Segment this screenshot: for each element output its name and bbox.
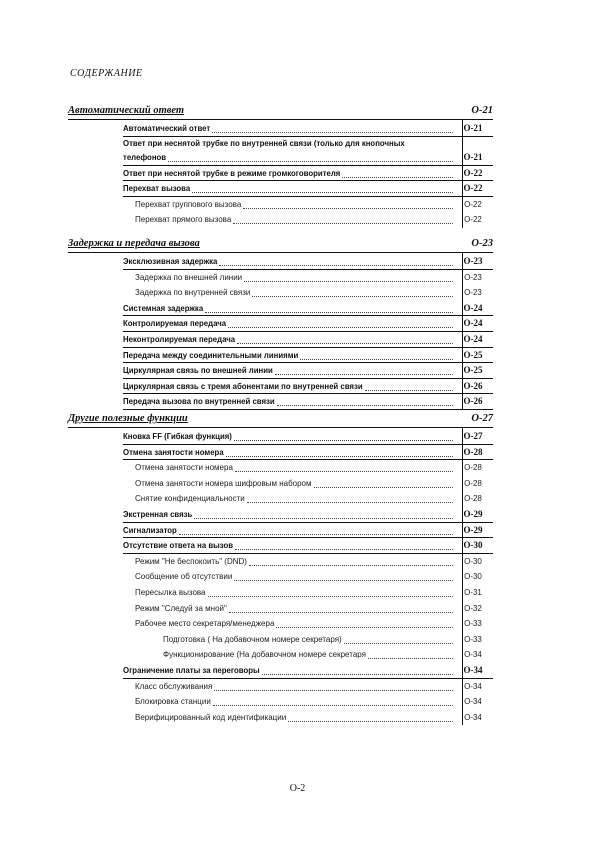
toc-entry-label: Кновка FF (Гибкая функция) bbox=[123, 432, 232, 441]
toc-entry-page: O-26 bbox=[463, 380, 483, 391]
toc-entry bbox=[135, 285, 482, 300]
toc-entry-label: Отмена занятости номера bbox=[123, 447, 224, 457]
page-column-rule bbox=[462, 427, 463, 725]
toc-entry-page: O-30 bbox=[464, 572, 482, 582]
page-number: O-2 bbox=[289, 783, 306, 794]
toc-entry bbox=[135, 491, 482, 506]
leader-dots bbox=[192, 182, 453, 193]
toc-entry-page: O-22 bbox=[464, 215, 482, 225]
toc-entry-label: Перехват прямого вызова bbox=[135, 215, 232, 225]
page-header: СОДЕРЖАНИЕ bbox=[70, 68, 143, 79]
toc-entry bbox=[123, 507, 483, 522]
leader-dots bbox=[229, 602, 453, 613]
toc-entry-label: Эксклюзивная задержка bbox=[123, 257, 218, 266]
toc-entry bbox=[123, 394, 483, 409]
section-title-text: Автоматический ответ bbox=[68, 105, 185, 116]
toc-entry-label: Системная задержка bbox=[123, 303, 204, 313]
toc-entry bbox=[123, 348, 483, 363]
toc-entry bbox=[135, 679, 482, 694]
toc-entry-page: O-31 bbox=[464, 588, 482, 597]
toc-entry-label: Пересылка вызова bbox=[135, 588, 206, 597]
toc-entry bbox=[135, 694, 482, 709]
toc-entry-page: O-23 bbox=[463, 256, 483, 266]
toc-entry bbox=[135, 601, 482, 616]
leader-dots bbox=[300, 349, 453, 360]
toc-entry bbox=[135, 270, 482, 285]
toc-entry-label: Автоматический ответ bbox=[123, 124, 211, 133]
toc-entry-page: O-29 bbox=[463, 509, 483, 519]
toc-entry-label: Отмена занятости номера шифровым набором bbox=[135, 478, 312, 488]
toc-entry bbox=[123, 523, 483, 538]
toc-entry-page: O-26 bbox=[463, 396, 483, 407]
toc-entry-label: Передача между соединительными линиями bbox=[123, 350, 299, 360]
toc-entry-page: O-30 bbox=[464, 556, 482, 566]
leader-dots bbox=[234, 430, 453, 441]
toc-entry bbox=[123, 301, 483, 316]
toc-entry bbox=[123, 332, 483, 347]
toc-entry-page: O-21 bbox=[463, 123, 483, 133]
toc-entry-page: O-34 bbox=[464, 681, 482, 691]
toc-entry-label: Режим "Следуй за мной" bbox=[135, 603, 227, 613]
section-title-text: Другие полезные функции bbox=[68, 413, 188, 424]
leader-dots bbox=[288, 711, 453, 722]
toc-entry bbox=[123, 445, 483, 460]
toc-entry bbox=[123, 663, 483, 678]
leader-dots bbox=[168, 151, 453, 162]
toc-entry-page: O-24 bbox=[463, 302, 483, 313]
toc-entry-label: Перехват группового вызова bbox=[135, 199, 242, 209]
toc-entry bbox=[135, 569, 482, 584]
toc-entry-page: O-22 bbox=[463, 167, 483, 178]
toc-entry bbox=[135, 554, 482, 569]
toc-entry-label: Рабочее место секретаря/менеджера bbox=[135, 619, 275, 629]
toc-entry-label: Контролируемая передача bbox=[123, 319, 227, 329]
section-title bbox=[68, 104, 493, 118]
toc-entry-label: Функционирование (На добавочном номере секретаря bbox=[163, 650, 366, 660]
leader-dots bbox=[342, 167, 453, 178]
toc-entry-label: Снятие конфиденциальности bbox=[135, 494, 245, 504]
entry-rule bbox=[123, 409, 493, 410]
toc-entry bbox=[123, 538, 483, 553]
toc-entry-page: O-23 bbox=[464, 272, 482, 282]
toc-entry bbox=[135, 197, 482, 212]
toc-entry-label: Задержка по внешней линии bbox=[135, 272, 243, 282]
toc-entry bbox=[135, 460, 482, 475]
toc-entry-label: Ответ при неснятой трубке в режиме громкоговорителя bbox=[123, 168, 341, 178]
toc-entry-page: O-33 bbox=[464, 634, 482, 644]
section-rule bbox=[68, 119, 493, 120]
toc-entry bbox=[135, 212, 482, 227]
leader-dots bbox=[276, 617, 453, 628]
leader-dots bbox=[179, 524, 453, 535]
toc-entry-page: O-25 bbox=[463, 349, 483, 360]
toc-entry-label: Отмена занятости номера bbox=[135, 463, 233, 473]
leader-dots bbox=[277, 395, 453, 406]
toc-entry bbox=[135, 616, 482, 631]
toc-entry-page: O-21 bbox=[463, 151, 483, 162]
toc-entry-page: O-32 bbox=[464, 603, 482, 613]
page-column-rule bbox=[462, 119, 463, 228]
leader-dots bbox=[205, 302, 453, 313]
section-rule bbox=[68, 427, 493, 428]
toc-entry-label: Экстренная связь bbox=[123, 510, 193, 519]
toc-entry-page: O-28 bbox=[463, 446, 483, 457]
leader-dots bbox=[249, 555, 453, 566]
leader-dots bbox=[262, 664, 453, 675]
toc-entry-label: Сигнализатор bbox=[123, 525, 177, 535]
toc-entry-page: O-28 bbox=[464, 463, 482, 473]
toc-entry bbox=[123, 121, 483, 136]
toc-entry-label: Передача вызова по внутренней связи bbox=[123, 397, 275, 407]
toc-entry bbox=[123, 379, 483, 394]
toc-entry-page: O-28 bbox=[464, 478, 482, 488]
leader-dots bbox=[314, 477, 454, 488]
toc-entry-page: O-22 bbox=[463, 183, 483, 194]
toc-entry-label: Подготовка ( На добавочном номере секретаря) bbox=[163, 634, 342, 644]
toc-entry-label: Режим "Не беспокоить" (DND) bbox=[135, 556, 247, 566]
toc-entry bbox=[135, 585, 482, 600]
section-title bbox=[68, 237, 493, 251]
leader-dots bbox=[235, 461, 453, 472]
leader-dots bbox=[344, 633, 453, 644]
section-title bbox=[68, 412, 493, 426]
toc-entry-page: O-28 bbox=[464, 494, 482, 504]
leader-dots bbox=[244, 271, 453, 282]
toc-entry-label: Циркулярная связь с тремя абонентами по внутренней связи bbox=[123, 381, 363, 391]
leader-dots bbox=[208, 586, 454, 597]
toc-entry bbox=[135, 710, 482, 725]
leader-dots bbox=[237, 333, 453, 344]
section-title-text: Задержка и передача вызова bbox=[68, 238, 200, 249]
toc-entry bbox=[123, 316, 483, 331]
leader-dots bbox=[194, 508, 453, 519]
toc-entry bbox=[123, 254, 483, 269]
toc-entry-label: телефонов bbox=[123, 152, 167, 162]
toc-entry-page: O-30 bbox=[463, 540, 483, 551]
toc-entry bbox=[123, 429, 483, 444]
toc-entry-label: Перехват вызова bbox=[123, 184, 191, 194]
toc-entry-label: Верифицированный код идентификации bbox=[135, 712, 287, 722]
leader-dots bbox=[212, 122, 453, 133]
page-column-rule bbox=[462, 252, 463, 410]
toc-entry-page: O-29 bbox=[463, 524, 483, 535]
toc-entry-page: O-34 bbox=[463, 665, 483, 675]
toc-entry bbox=[123, 137, 483, 165]
toc-entry-label: Сообщение об отсутствии bbox=[135, 572, 233, 582]
toc-entry-page: O-27 bbox=[463, 431, 483, 441]
leader-dots bbox=[228, 317, 453, 328]
leader-dots bbox=[214, 680, 453, 691]
leader-dots bbox=[234, 570, 453, 581]
toc-entry-label: Класс обслуживания bbox=[135, 681, 213, 691]
section-page-number: O-21 bbox=[471, 105, 493, 116]
leader-dots bbox=[252, 286, 453, 297]
toc-entry bbox=[123, 181, 483, 196]
toc-entry bbox=[135, 476, 482, 491]
toc-entry-label: Ограничение платы за переговоры bbox=[123, 666, 260, 675]
leader-dots bbox=[243, 198, 453, 209]
leader-dots bbox=[368, 648, 453, 659]
leader-dots bbox=[226, 446, 453, 457]
toc-entry-label: Ответ при неснятой трубке по внутренней связи (только для кнопочных bbox=[123, 138, 405, 148]
section-page-number: O-27 bbox=[471, 413, 493, 424]
toc-entry-label: Задержка по внутренней связи bbox=[135, 288, 251, 298]
toc-entry-page: O-33 bbox=[464, 619, 482, 629]
section-rule bbox=[68, 252, 493, 253]
toc-entry bbox=[123, 363, 483, 378]
toc-entry-page: O-24 bbox=[463, 334, 483, 344]
leader-dots bbox=[275, 364, 453, 375]
leader-dots bbox=[219, 255, 453, 266]
leader-dots bbox=[247, 492, 453, 503]
leader-dots bbox=[233, 213, 453, 224]
toc-entry-label: Блокировка станции bbox=[135, 697, 211, 707]
toc-entry bbox=[123, 166, 483, 181]
leader-dots bbox=[365, 380, 453, 391]
leader-dots bbox=[213, 695, 453, 706]
toc-entry-label: Циркулярная связь по внешней линии bbox=[123, 366, 273, 376]
toc-entry bbox=[163, 632, 482, 647]
toc-entry-label: Неконтролируемая передача bbox=[123, 335, 236, 344]
section-page-number: O-23 bbox=[471, 238, 493, 249]
leader-dots bbox=[235, 539, 453, 550]
toc-entry-row bbox=[123, 151, 455, 165]
toc-entry-page: O-22 bbox=[464, 199, 482, 209]
toc-entry bbox=[163, 647, 482, 662]
toc-entry-page: O-34 bbox=[464, 712, 482, 722]
toc-entry-page: O-23 bbox=[464, 288, 482, 298]
toc-entry-label: Отсутствие ответа на вызов bbox=[123, 541, 234, 551]
toc-entry-page: O-34 bbox=[464, 697, 482, 707]
toc-entry-page: O-25 bbox=[463, 365, 483, 376]
toc-entry-page: O-34 bbox=[464, 650, 482, 660]
toc-entry-page: O-24 bbox=[463, 318, 483, 329]
